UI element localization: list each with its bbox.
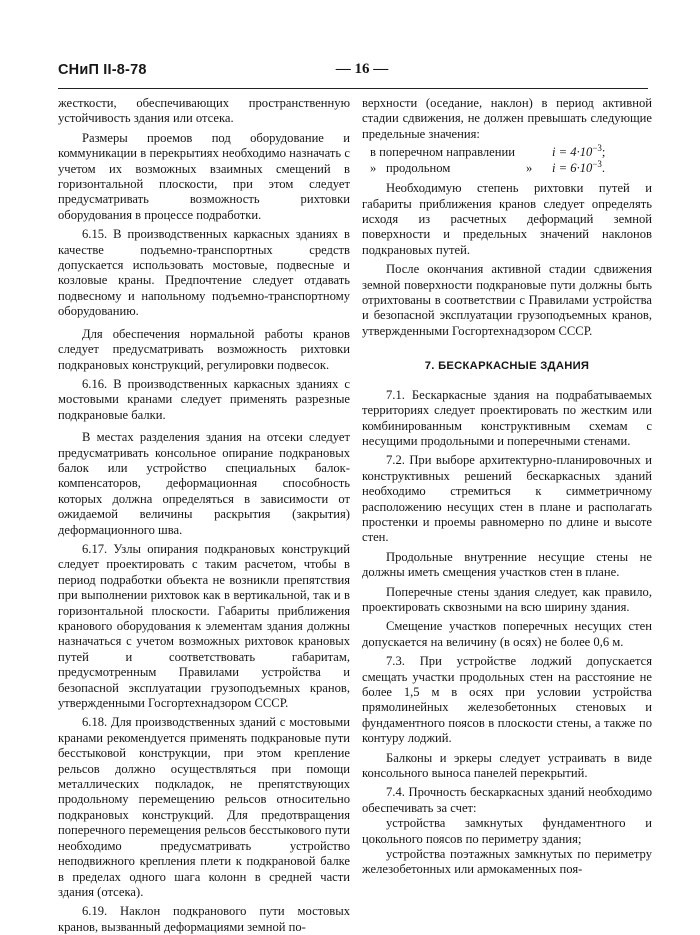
page-number: — 16 — (335, 61, 389, 77)
limit-row-longitudinal (362, 161, 652, 177)
limit-values (362, 145, 652, 177)
list-item: устройства замкнутых фундаментного и цокольного поясов по периметру здания; (362, 816, 652, 846)
paragraph: верхности (оседание, наклон) в период активной стадии сдвижения, не должен превышать следующие предельные значения: (362, 96, 652, 141)
page-header (58, 62, 648, 82)
paragraph-6-17: 6.17. Узлы опирания подкрановых конструкций следует проектировать с таким расчетом, чтобы в период подработки объекта не возникли препятствия при выполнении рихтовок как в вертикальной, так и в горизонтальной плоскости. Габариты приближения кранового оборудования к элементам здания должны назначаться с учетом возможных рихтовок крановых путей и соответствовать габаритам, предусмотренным Правилами устройства и безопасной эксплуатации грузоподъемных кранов, утвержденными Госгортехнадзором СССР. (58, 541, 350, 711)
paragraph: жесткости, обеспечивающих пространственную устойчивость здания или отсека. (58, 96, 350, 126)
paragraph: В местах разделения здания на отсеки следует предусматривать консольное опирание подкрановых балок или устройство специальных балок-компенсаторов, деформационная способность которых должна определяться в зависимости от ожидаемой величины раскрытия (закрытия) деформационного шва. (58, 430, 350, 537)
paragraph: Необходимую степень рихтовки путей и габариты приближения кранов следует определять исходя из расчетных деформаций земной поверхности и предельных значений наклонов подкрановых путей. (362, 181, 652, 257)
ditto-mark: » (526, 161, 533, 176)
left-column (58, 96, 350, 935)
paragraph-7-2: 7.2. При выборе архитектурно-планировочных и конструктивных решений бескаркасных зданий необходимо стремиться к симметричному расположению несущих стен в плане и располагать простенки и проемы равномерно по длине и высоте стен. (362, 453, 652, 545)
list-item: устройства поэтажных замкнутых по периметру железобетонных или армокаменных поя- (362, 847, 652, 877)
limit-value: $i = 4\cdot 10^{-3}$; (552, 143, 606, 160)
paragraph: Размеры проемов под оборудование и коммуникации в перекрытиях необходимо назначать с учетом их возможных взаимных смещений в горизонтальной плоскости, при этом следует предусматривать возможность рихтовки оборудования в процессе подработки. (58, 130, 350, 222)
section-heading: 7. БЕСКАРКАСНЫЕ ЗДАНИЯ (424, 360, 590, 373)
document-code: СНиП II-8-78 (58, 62, 147, 78)
paragraph-6-19: 6.19. Наклон подкранового пути мостовых кранов, вызванный деформациями земной по- (58, 904, 350, 934)
paragraph: Продольные внутренние несущие стены не должны иметь смещения участков стен в плане. (362, 549, 652, 580)
paragraph-6-15: 6.15. В производственных каркасных зданиях в качестве подъемно-транспортных средств допускается использовать мостовые, подвесные и козловые краны. Предпочтение следует отдавать подвесному и напольному подъемно-транспортному оборудованию. (58, 227, 350, 319)
paragraph-6-18: 6.18. Для производственных зданий с мостовыми кранами рекомендуется применять подкрановые пути бесстыковой конструкции, при этом крепление рельсов должно осуществляться при помощи металлических подкладок, не препятствующих продольному перемещению рельсов относительно подкрановых конструкций. Для предотвращения поперечного перемещения рельсов бесстыкового пути необходимо предусматривать устройство неподвижного крепления плети к подкрановой балке в пределах одного шага колонн в средней части здания (отсека). (58, 715, 350, 899)
header-rule (58, 88, 648, 89)
limit-row-transverse (362, 145, 652, 161)
limit-label: в поперечном направлении (370, 145, 515, 160)
paragraph: Поперечные стены здания следует, как правило, проектировать сквозными на всю ширину здания. (362, 584, 652, 614)
paragraph: Для обеспечения нормальной работы кранов следует предусматривать возможность рихтовки подкрановых конструкций, регулировки подвесок. (58, 326, 350, 372)
paragraph-7-4: 7.4. Прочность бескаркасных зданий необходимо обеспечивать за счет: (362, 785, 652, 815)
paragraph: Балконы и эркеры следует устраивать в виде консольного выноса панелей перекрытий. (362, 750, 652, 781)
paragraph-7-3: 7.3. При устройстве лоджий допускается смещать участки продольных стен на расстояние не более 1,5 м в осях при условии устройства прямолинейных железобетонных стеновых и фундаментного поясов в плоскости стены, а также по контуру лоджий. (362, 654, 652, 746)
paragraph-7-1: 7.1. Бескаркасные здания на подрабатываемых территориях следует проектировать по жестким или комбинированным конструктивным схемам с несущими продольными и поперечными стенами. (362, 387, 652, 448)
paragraph-6-16: 6.16. В производственных каркасных зданиях с мостовыми кранами следует применять разрезные подкрановые балки. (58, 376, 350, 422)
paragraph: Смещение участков поперечных несущих стен допускается на величину (в осях) не более 0,6 м. (362, 619, 652, 649)
right-column (362, 96, 652, 878)
paragraph: После окончания активной стадии сдвижения земной поверхности подкрановые пути должны быть отрихтованы в соответствии с Правилами устройства и безопасной эксплуатации грузоподъемных кранов, утвержденными Госгортехнадзором СССР. (362, 262, 652, 338)
limit-label: » продольном (370, 161, 451, 176)
limit-value: $i = 6\cdot 10^{-3}$. (552, 159, 606, 176)
